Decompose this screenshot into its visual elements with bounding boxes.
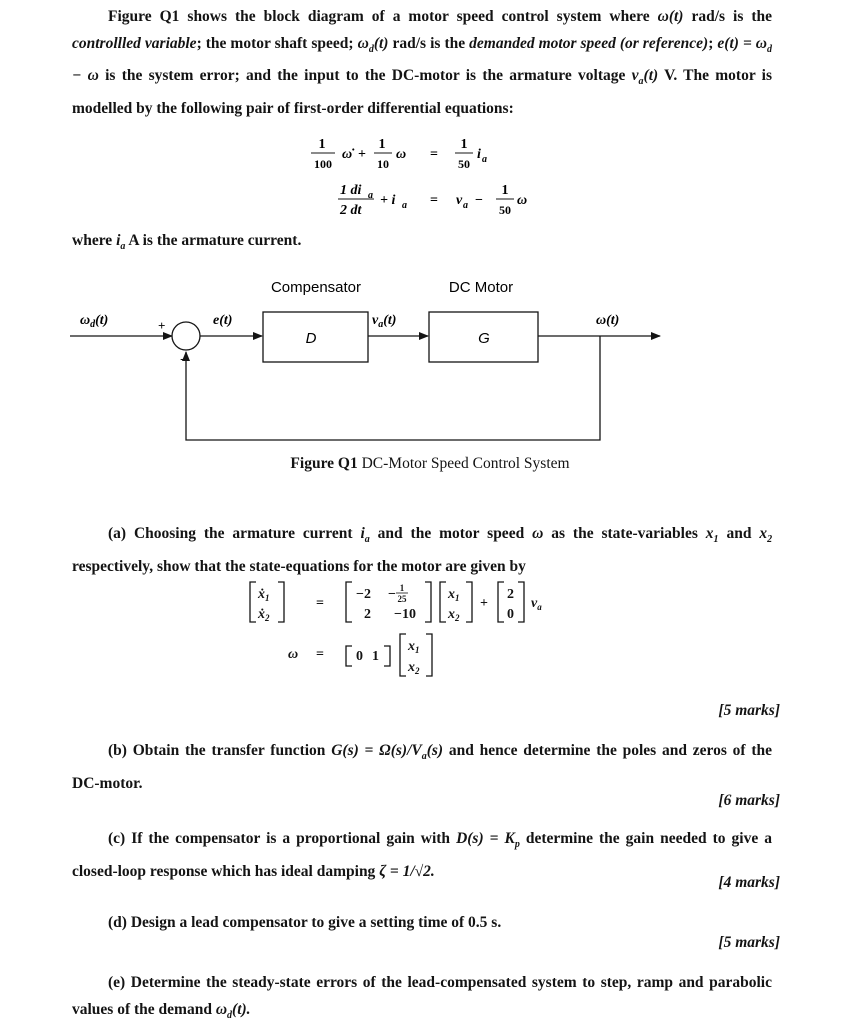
dc-motor-label: DC Motor <box>448 279 514 296</box>
eq2-va-sub: a <box>463 200 468 211</box>
part-e-wd-sub: d <box>227 1009 233 1021</box>
part-c-text-2: determine the gain needed to give a closed-loop response which has ideal damping <box>72 830 772 880</box>
where-text-2: A is the armature current. <box>128 232 302 249</box>
eq2-num-sub: a <box>368 190 373 201</box>
eq1-ia: i <box>477 147 481 162</box>
input-va: $v_a$ <box>531 596 542 612</box>
where-line <box>72 228 772 261</box>
plus-sign: + <box>158 318 166 333</box>
where-ia: i <box>116 232 121 249</box>
part-e-wd-end: (t). <box>232 1000 251 1018</box>
out-x1: $x_1$ <box>408 639 420 655</box>
minus-sign: − <box>180 353 188 368</box>
omega-d: ω <box>357 34 369 52</box>
demanded-speed: demanded motor speed (or reference) <box>469 34 709 52</box>
summing-junction <box>172 322 200 350</box>
eq2-va: v <box>456 193 463 208</box>
part-d-text <box>72 910 772 937</box>
controlled-variable: controllled variable <box>72 34 197 52</box>
part-a-x1: x <box>705 525 714 542</box>
b2: 0 <box>507 607 514 622</box>
input-label: $\omega_d(t)$ <box>80 313 109 330</box>
output-omega: ω <box>288 647 299 662</box>
state-equations <box>0 578 860 688</box>
omega-t: ω(t) <box>657 8 684 25</box>
omega-d-sub: d <box>368 43 374 55</box>
caption-bold: Figure Q1 <box>290 455 358 472</box>
eq1-num2: 1 <box>378 137 386 152</box>
va-sub: a <box>638 76 644 88</box>
eq2-num: 1 di <box>340 183 362 198</box>
part-a-ia-sub: a <box>364 534 370 546</box>
c1: 0 <box>356 649 363 664</box>
intro-text-3: ; the motor shaft speed; <box>196 34 354 52</box>
motor-G: G <box>478 330 490 347</box>
part-a-text-2: and the motor speed <box>377 525 525 542</box>
eq2-equals: = <box>430 193 438 208</box>
part-c-ds: D(s) = K <box>456 830 515 847</box>
eq2-w: ω <box>517 193 528 208</box>
state-eq-equals: = <box>316 596 324 611</box>
error-def-b: − ω <box>72 67 99 85</box>
eq2-ia-sub: a <box>402 200 407 211</box>
a12-num: 1 <box>399 583 405 593</box>
x1dot: ẋ$_1$ <box>258 587 270 603</box>
eq1-den1: 100 <box>314 157 332 171</box>
part-c-ds-sub: p <box>514 839 520 851</box>
out-x2: $x_2$ <box>408 660 420 676</box>
c2: 1 <box>372 649 379 664</box>
x2: $x_2$ <box>448 607 460 623</box>
eq1-rhs-den: 50 <box>458 157 470 171</box>
intro-text-4: rad/s is the <box>392 34 466 52</box>
intro-text-6: is the system error; and the input to the DC-motor is the armature voltage <box>105 67 626 85</box>
where-text: where <box>72 232 113 249</box>
part-b-text-2: and hence determine the poles and zeros of the DC-motor. <box>72 742 773 792</box>
eq1-wdot: ω̇ <box>342 147 353 162</box>
figure-caption <box>0 455 860 473</box>
intro-text-1: Figure Q1 shows the block diagram of a motor speed control system where <box>108 8 650 25</box>
intro-text-2: rad/s is the <box>691 8 773 25</box>
va-signal-label: $v_a(t)$ <box>372 313 397 330</box>
part-a-x1-sub: 1 <box>713 534 719 546</box>
part-a-x2: x <box>759 525 768 542</box>
error-label: e(t) <box>213 313 233 328</box>
part-c-text <box>72 826 772 885</box>
output-label: ω(t) <box>596 313 620 328</box>
eq2-plus-ia: + i <box>380 193 396 208</box>
part-a-x2-sub: 2 <box>767 534 773 546</box>
va-symbol: v <box>631 67 639 85</box>
part-b-text <box>72 738 772 797</box>
a22: −10 <box>394 607 416 622</box>
part-a-text-4: respectively, show that the state-equations for the motor are given by <box>72 557 526 575</box>
eq1-plus: + <box>358 147 366 162</box>
part-a-text-1: (a) Choosing the armature current <box>108 525 353 542</box>
eq2-minus: − <box>475 193 483 208</box>
part-a-omega: ω <box>532 525 544 542</box>
intro-text-5: ; <box>708 34 714 52</box>
b1: 2 <box>507 587 514 602</box>
eq2-den: 2 dt <box>340 203 362 218</box>
part-a-text <box>72 521 772 580</box>
a21: 2 <box>364 607 371 622</box>
where-ia-sub: a <box>120 241 126 253</box>
compensator-D: D <box>305 330 317 347</box>
block-diagram <box>0 270 860 450</box>
va-paren: (t) <box>643 67 659 85</box>
part-b-text-1: (b) Obtain the transfer function <box>108 742 326 759</box>
output-equals: = <box>316 647 324 662</box>
eq1-ia-sub: a <box>482 154 487 165</box>
intro-paragraph <box>72 4 772 122</box>
part-a-ia: i <box>360 525 365 542</box>
part-a-text-3: as the state-variables <box>551 525 698 542</box>
part-e-wd: ω <box>215 1000 228 1018</box>
part-b-tf-end: (s) <box>426 742 444 759</box>
motor-equations <box>0 128 860 228</box>
compensator-label: Compensator <box>270 279 362 296</box>
omega-d-paren: (t) <box>373 34 389 52</box>
eq1-num1: 1 <box>318 137 326 152</box>
a12-minus: − <box>388 587 396 602</box>
part-c-zeta: ζ = 1/√2. <box>379 862 435 880</box>
eq1-w: ω <box>396 147 407 162</box>
x2dot: ẋ$_2$ <box>258 607 270 623</box>
part-c-text-1: (c) If the compensator is a proportional gain with <box>108 830 451 847</box>
eq2-rhs-num: 1 <box>501 183 509 198</box>
part-e-text-1: (e) Determine the steady-state errors of the lead-compensated system to step, ramp and parabolic values of the demand <box>72 974 772 1018</box>
eq1-rhs-num: 1 <box>460 137 468 152</box>
eq1-den2: 10 <box>377 157 389 171</box>
part-b-marks: [6 marks] <box>718 792 780 809</box>
part-d-text-1: (d) Design a lead compensator to give a setting time of 0.5 s. <box>108 914 502 931</box>
eq2-rhs-den: 50 <box>499 203 511 217</box>
x1: $x_1$ <box>448 587 460 603</box>
part-c-marks: [4 marks] <box>718 874 780 891</box>
state-eq-plus: + <box>480 596 488 611</box>
part-b-tf: G(s) = Ω(s)/V <box>331 742 422 759</box>
error-def-a: e(t) = ω <box>717 34 768 52</box>
error-def-sub: d <box>767 43 773 55</box>
part-a-marks: [5 marks] <box>718 702 780 719</box>
part-e-text <box>72 970 772 1029</box>
part-b-tf-sub: a <box>421 751 427 763</box>
part-a-and: and <box>726 525 752 542</box>
a11: −2 <box>356 587 371 602</box>
a12-den: 25 <box>397 594 407 604</box>
part-d-marks: [5 marks] <box>718 934 780 951</box>
caption-text: DC-Motor Speed Control System <box>357 455 570 472</box>
intro-text-7: V. The motor is modelled by the following pair of first-order differential equations: <box>72 67 773 117</box>
eq1-equals: = <box>430 147 438 162</box>
